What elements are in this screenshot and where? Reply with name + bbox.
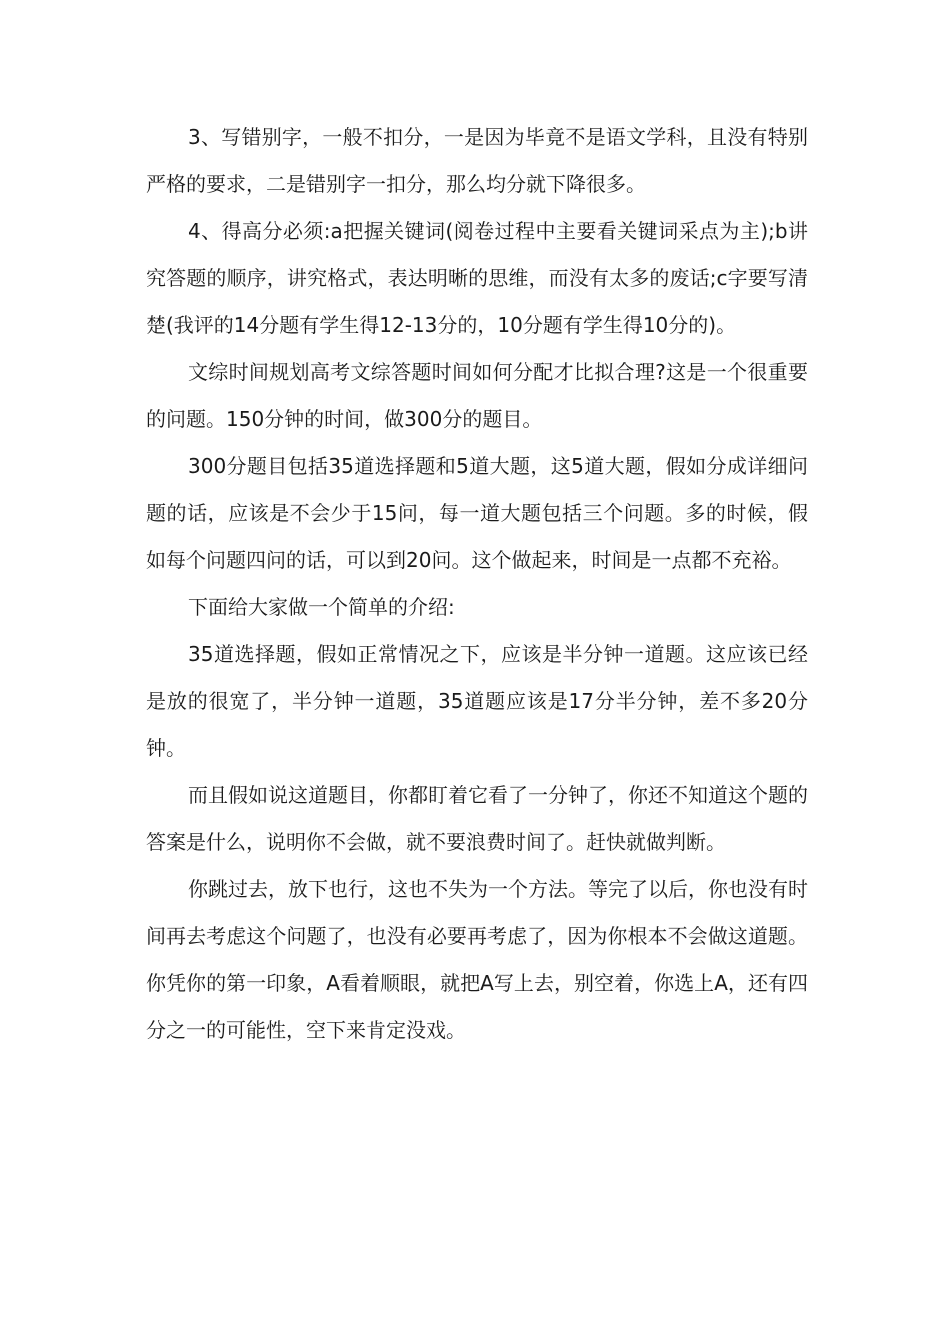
paragraph-question-breakdown: 300分题目包括35道选择题和5道大题，这5道大题，假如分成详细问题的话，应该是不会少于15问，每一道大题包括三个问题。多的时候，假如每个问题四问的话，可以到20问。这个做起来，时间是一点都不充裕。 — [146, 454, 808, 572]
paragraph-dont-waste-time: 而且假如说这道题目，你都盯着它看了一分钟了，你还不知道这个题的答案是什么，说明你不会做，就不要浪费时间了。赶快就做判断。 — [146, 783, 808, 854]
paragraph-time-planning: 文综时间规划高考文综答题时间如何分配才比拟合理?这是一个很重要的问题。150分钟的时间，做300分的题目。 — [146, 360, 808, 431]
document-body — [146, 114, 808, 1054]
paragraph-multiple-choice: 35道选择题，假如正常情况之下，应该是半分钟一道题。这应该已经是放的很宽了，半分钟一道题，35道题应该是17分半分钟，差不多20分钟。 — [146, 642, 808, 760]
paragraph-high-score: 4、得高分必须:a把握关键词(阅卷过程中主要看关键词采点为主);b讲究答题的顺序，讲究格式，表达明晰的思维，而没有太多的废话;c字要写清楚(我评的14分题有学生得12-13分的，10分题有学生得10分的)。 — [146, 219, 808, 337]
paragraph-skip-strategy: 你跳过去，放下也行，这也不失为一个方法。等完了以后，你也没有时间再去考虑这个问题了，也没有必要再考虑了，因为你根本不会做这道题。你凭你的第一印象，A看着顺眼，就把A写上去，别空着，你选上A，还有四分之一的可能性，空下来肯定没戏。 — [146, 877, 808, 1042]
paragraph-intro: 下面给大家做一个简单的介绍: — [188, 595, 455, 619]
paragraph-typos: 3、写错别字，一般不扣分，一是因为毕竟不是语文学科，且没有特别严格的要求，二是错别字一扣分，那么均分就下降很多。 — [146, 125, 808, 196]
